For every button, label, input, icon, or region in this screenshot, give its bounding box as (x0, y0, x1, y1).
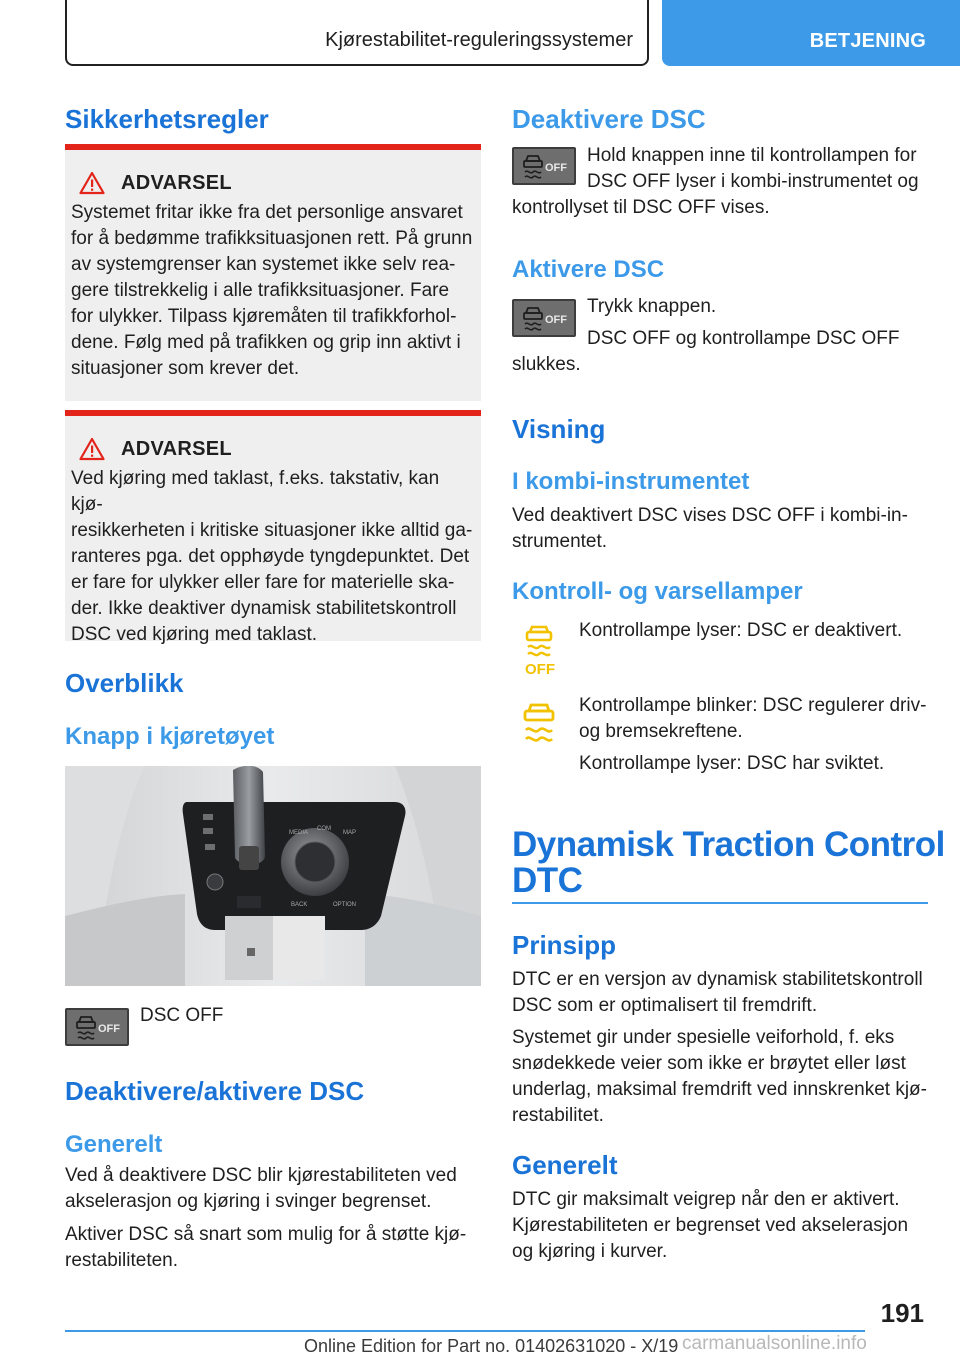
text-line: akselerasjon og kjøring i svinger begrenset. (65, 1191, 432, 1212)
lamp2-line-2: og bremsekreftene. (579, 721, 743, 742)
general-paragraph-2 (65, 1222, 485, 1274)
warning-box-1 (65, 144, 481, 401)
principle-paragraph-1 (512, 967, 952, 1019)
text-line: er fare for ulykker eller fare for materielle ska- (71, 572, 455, 593)
console-label: MEDIA (289, 830, 309, 836)
deactivate-line-3: kontrollyset til DSC OFF vises. (512, 197, 770, 218)
heading-line: DTC (512, 861, 583, 900)
dsc-off-button-icon (65, 1008, 129, 1046)
console-label: COM (317, 826, 331, 832)
general-right-paragraph (512, 1187, 952, 1265)
text-line: og kjøring i kurver. (512, 1241, 668, 1262)
heading-button-in-vehicle: Knapp i kjøretøyet (65, 723, 275, 750)
dsc-off-button-icon (512, 299, 576, 337)
text-line: Ved å deaktivere DSC blir kjørestabiliteten ved (65, 1165, 457, 1186)
center-console-photo (65, 766, 481, 986)
console-label: MAP (343, 830, 357, 836)
text-line: restabiliteten. (65, 1250, 179, 1271)
lamp2-line-1: Kontrollampe blinker: DSC regulerer driv- (579, 695, 927, 716)
heading-deactivate-dsc: Deaktivere DSC (512, 104, 706, 134)
warning-label: ADVARSEL (121, 437, 232, 460)
text-line: snødekkede veier som ikke er brøytet eller løst (512, 1053, 906, 1074)
svg-text:OFF: OFF (545, 162, 567, 174)
text-line: ranteres pga. det opphøyde tyngdepunktet. Det (71, 546, 470, 567)
activate-line-1: Trykk knappen. (587, 296, 717, 317)
dsc-off-lamp-icon (520, 622, 560, 678)
kombi-paragraph (512, 503, 932, 555)
text-line: Ved kjøring med taklast, f.eks. takstativ, kan kjø- (71, 468, 440, 515)
heading-activate-dsc: Aktivere DSC (512, 256, 665, 283)
deactivate-line-2: DSC OFF lyser i kombi-instrumentet og (587, 171, 919, 192)
warning-text (71, 466, 475, 648)
text-line: DTC er en versjon av dynamisk stabilitetskontroll (512, 969, 923, 990)
center-console-illustration (65, 766, 481, 986)
heading-general-right: Generelt (512, 1150, 618, 1180)
section-tab[interactable] (662, 0, 960, 66)
heading-kombi-instrument: I kombi-instrumentet (512, 468, 750, 495)
text-line: resikkerheten i kritiske situasjoner ikke alltid ga- (71, 520, 473, 541)
warning-triangle-icon (79, 437, 105, 461)
deactivate-line-1: Hold knappen inne til kontrollampen for (587, 145, 917, 166)
chapter-title: Kjørestabilitet-reguleringssystemer (325, 29, 633, 51)
watermark: carmanualsonline.info (682, 1333, 867, 1354)
heading-dtc (512, 827, 952, 899)
section-tab-label: BETJENING (809, 30, 926, 52)
warning-box-2 (65, 410, 481, 645)
svg-text:OFF: OFF (98, 1023, 120, 1035)
dsc-lamp-icon (518, 700, 558, 756)
header-frame (65, 0, 649, 66)
svg-text:OFF: OFF (545, 314, 567, 326)
text-line: restabilitet. (512, 1105, 604, 1126)
dsc-off-button-icon (512, 147, 576, 185)
dsc-off-caption: DSC OFF (140, 1005, 224, 1026)
warning-head (79, 170, 232, 196)
heading-overview: Overblikk (65, 668, 184, 698)
footer-rule (65, 1330, 865, 1332)
console-label: BACK (291, 902, 308, 908)
heading-display: Visning (512, 414, 606, 444)
heading-general-left: Generelt (65, 1131, 163, 1158)
heading-deactivate-activate-dsc: Deaktivere/aktivere DSC (65, 1076, 365, 1106)
text-line: Ved deaktivert DSC vises DSC OFF i kombi-in- (512, 505, 908, 526)
principle-paragraph-2 (512, 1025, 952, 1129)
page-number: 191 (880, 1298, 924, 1328)
text-line: Systemet gir under spesielle veiforhold, f. eks (512, 1027, 895, 1048)
heading-principle: Prinsipp (512, 930, 617, 960)
text-line: av systemgrenser kan systemet ikke selv rea- (71, 254, 456, 275)
activate-line-3: slukkes. (512, 354, 581, 375)
text-line: DSC ved kjøring med taklast. (71, 624, 318, 645)
text-line: underlag, maksimal fremdrift ved innskrenket kjø- (512, 1079, 927, 1100)
text-line: for å bedømme trafikksituasjonen rett. På grunn (71, 228, 473, 249)
edition-note: Online Edition for Part no. 01402631020 - X/19 (304, 1336, 679, 1356)
text-line: Kjørestabiliteten er begrenset ved akselerasjon (512, 1215, 909, 1236)
text-line: DTC gir maksimalt veigrep når den er aktivert. (512, 1189, 900, 1210)
general-paragraph-1 (65, 1163, 485, 1215)
text-line: strumentet. (512, 531, 608, 552)
text-line: der. Ikke deaktiver dynamisk stabilitetskontroll (71, 598, 457, 619)
warning-head (79, 436, 232, 462)
console-label: OPTION (333, 902, 357, 908)
warning-text (71, 200, 475, 382)
text-line: for ulykker. Tilpass kjøremåten til trafikkforhol- (71, 306, 457, 327)
lamp1-text: Kontrollampe lyser: DSC er deaktivert. (579, 620, 903, 641)
svg-text:OFF: OFF (525, 661, 555, 678)
warning-label: ADVARSEL (121, 171, 232, 194)
heading-indicator-lamps: Kontroll- og varsellamper (512, 578, 803, 605)
warning-triangle-icon (79, 171, 105, 195)
heading-safety-rules: Sikkerhetsregler (65, 104, 269, 134)
lamp2-line-3: Kontrollampe lyser: DSC har sviktet. (579, 753, 885, 774)
text-line: dene. Følg med på trafikken og grip inn aktivt i (71, 332, 461, 353)
chapter-rule (512, 902, 928, 904)
activate-line-2: DSC OFF og kontrollampe DSC OFF (587, 328, 900, 349)
text-line: Systemet fritar ikke fra det personlige ansvaret (71, 202, 463, 223)
text-line: DSC som er optimalisert til fremdrift. (512, 995, 818, 1016)
text-line: situasjoner som krever det. (71, 358, 300, 379)
text-line: Aktiver DSC så snart som mulig for å støtte kjø- (65, 1224, 467, 1245)
heading-line: Dynamisk Traction Control (512, 825, 945, 864)
text-line: gere tilstrekkelig i alle trafikksituasjoner. Fare (71, 280, 450, 301)
